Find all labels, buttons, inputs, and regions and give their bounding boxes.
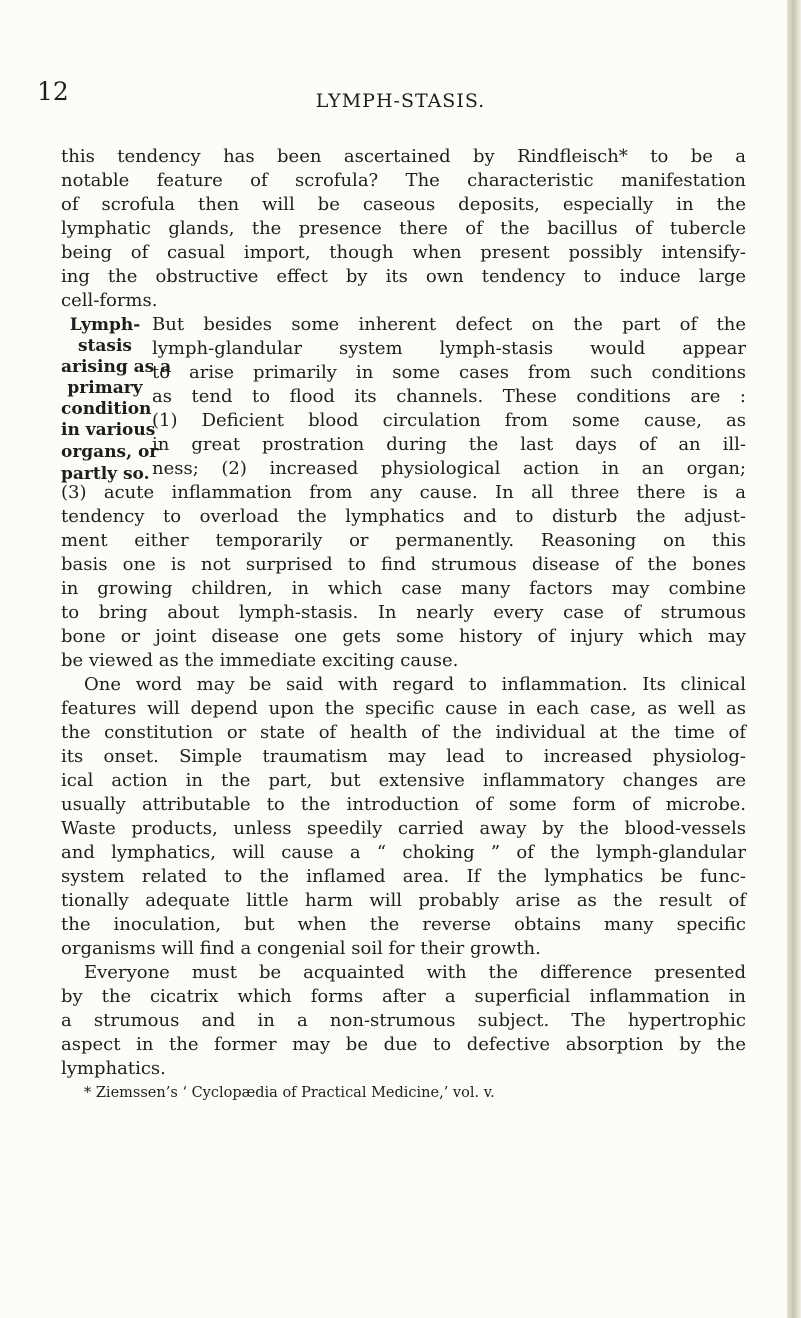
text-line: and lymphatics, will cause a “ choking ” of the lymph-glandular: [61, 842, 746, 863]
text-line: of scrofula then will be caseous deposits, especially in the: [61, 194, 746, 215]
margin-note-line: condition: [61, 399, 152, 419]
text-line: as tend to flood its channels. These conditions are :: [152, 386, 746, 407]
text-line: tendency to overload the lymphatics and to disturb the adjust-: [61, 506, 746, 527]
page-number: 12: [37, 77, 69, 106]
text-line: lymphatics.: [61, 1058, 166, 1079]
text-line: ness; (2) increased physiological action in an organ;: [152, 458, 746, 479]
text-line: Everyone must be acquainted with the difference presented: [84, 962, 746, 983]
text-line: bone or joint disease one gets some history of injury which may: [61, 626, 746, 647]
page-edge-shadow: [787, 0, 801, 1318]
text-line: a strumous and in a non-strumous subject. The hypertrophic: [61, 1010, 746, 1031]
text-line: Waste products, unless speedily carried away by the blood-vessels: [61, 818, 746, 839]
text-line: system related to the inflamed area. If the lymphatics be func-: [61, 866, 746, 887]
text-line: ical action in the part, but extensive inflammatory changes are: [61, 770, 746, 791]
text-line: tionally adequate little harm will probably arise as the result of: [61, 890, 746, 911]
text-line: to bring about lymph-stasis. In nearly every case of strumous: [61, 602, 746, 623]
text-line: basis one is not surprised to find strumous disease of the bones: [61, 554, 746, 575]
text-line: by the cicatrix which forms after a superficial inflammation in: [61, 986, 746, 1007]
margin-note-line: organs, or: [61, 442, 159, 462]
text-line: organisms will find a congenial soil for their growth.: [61, 938, 541, 959]
text-line: lymphatic glands, the presence there of the bacillus of tubercle: [61, 218, 746, 239]
margin-note-line: in various: [61, 420, 156, 440]
margin-note-line: Lymph-: [69, 315, 141, 335]
text-line: in great prostration during the last days of an ill-: [152, 434, 746, 455]
running-head: LYMPH-STASIS.: [315, 90, 486, 112]
footnote: * Ziemssen’s ‘ Cyclopædia of Practical Medicine,’ vol. v.: [84, 1085, 495, 1101]
margin-note-line: arising as a: [61, 357, 172, 377]
margin-note-line: stasis: [77, 336, 133, 356]
text-line: (1) Deficient blood circulation from some cause, as: [152, 410, 746, 431]
text-line: in growing children, in which case many factors may combine: [61, 578, 746, 599]
text-line: But besides some inherent defect on the part of the: [152, 314, 746, 335]
margin-note-line: partly so.: [61, 464, 150, 484]
text-line: this tendency has been ascertained by Rindfleisch* to be a: [61, 146, 746, 167]
text-line: its onset. Simple traumatism may lead to increased physiolog-: [61, 746, 746, 767]
text-line: notable feature of scrofula? The characteristic manifestation: [61, 170, 746, 191]
text-line: the constitution or state of health of the individual at the time of: [61, 722, 746, 743]
text-line: to arise primarily in some cases from such conditions: [152, 362, 746, 383]
text-line: be viewed as the immediate exciting cause.: [61, 650, 459, 671]
text-line: One word may be said with regard to inflammation. Its clinical: [84, 674, 746, 695]
text-line: aspect in the former may be due to defective absorption by the: [61, 1034, 746, 1055]
text-line: ment either temporarily or permanently. Reasoning on this: [61, 530, 746, 551]
text-line: the inoculation, but when the reverse obtains many specific: [61, 914, 746, 935]
text-line: cell-forms.: [61, 290, 158, 311]
text-line: lymph-glandular system lymph-stasis would appear: [152, 338, 746, 359]
text-line: being of casual import, though when present possibly intensify-: [61, 242, 746, 263]
text-line: usually attributable to the introduction of some form of microbe.: [61, 794, 746, 815]
text-line: (3) acute inflammation from any cause. In all three there is a: [61, 482, 746, 503]
text-line: features will depend upon the specific cause in each case, as well as: [61, 698, 746, 719]
text-line: ing the obstructive effect by its own tendency to induce large: [61, 266, 746, 287]
margin-note-line: primary: [67, 378, 143, 398]
